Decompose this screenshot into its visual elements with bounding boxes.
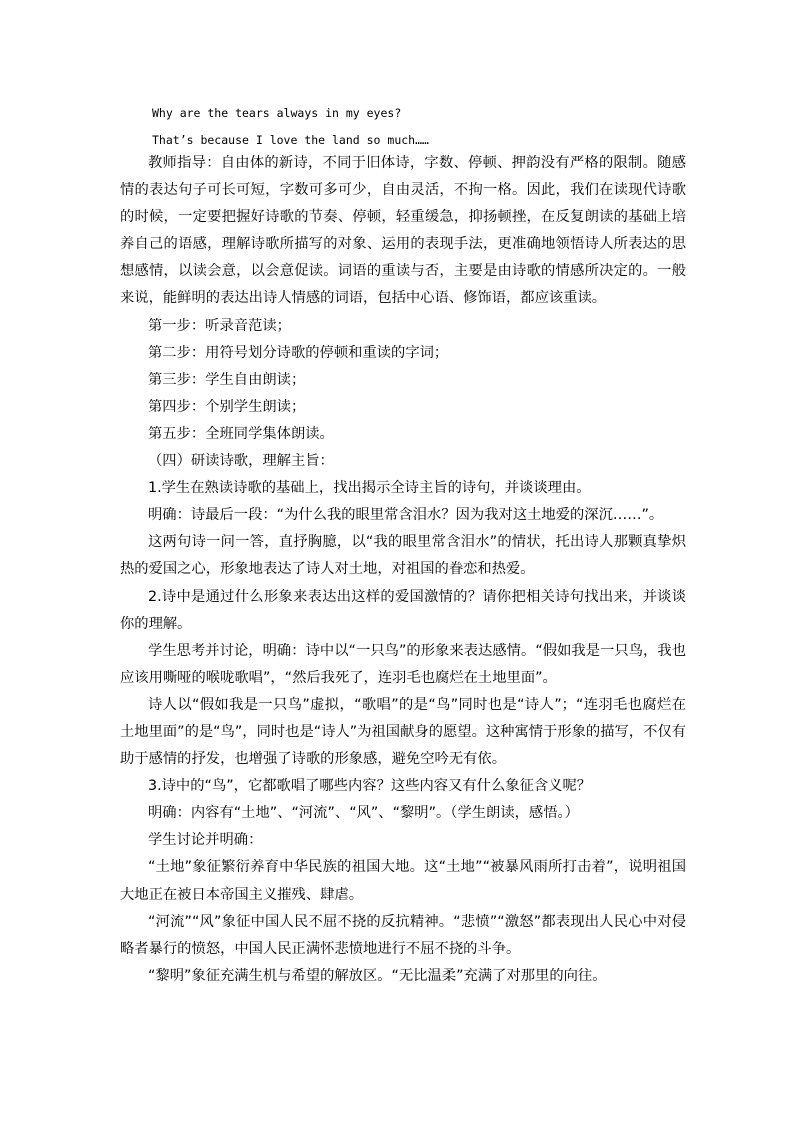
step-5: 第五步：全班同学集体朗读。	[148, 425, 334, 442]
step-1: 第一步：听录音范读；	[148, 317, 291, 334]
poem-line-english-2: That’s because I love the land so much……	[152, 133, 429, 147]
answer-2-explanation: 诗人以“假如我是一只鸟”虚拟，“歌唱”的是“鸟”同时也是“诗人”；“连羽毛也腐烂在土地里面”的是“鸟”，同时也是“诗人”为祖国献身的愿望。这种寓情于形象的描写，不仅有助于感情的抒发，也增强了诗歌的形象感，避免空吟无有依。	[120, 696, 687, 768]
symbol-river-wind: “河流”“风”象征中国人民不屈不挠的反抗精神。“悲愤”“激怒”都表现出人民心中对侵略者暴行的愤怒，中国人民正满怀悲愤地进行不屈不挠的斗争。	[120, 913, 686, 957]
question-1: 1.学生在熟读诗歌的基础上，找出揭示全诗主旨的诗句，并谈谈理由。	[148, 480, 591, 497]
step-4: 第四步：个别学生朗读；	[148, 398, 306, 415]
answer-1: 明确：诗最后一段：“为什么我的眼里常含泪水？因为我对这土地爱的深沉……”。	[148, 507, 664, 524]
symbol-land: “土地”象征繁衍养育中华民族的祖国大地。这“土地”“被暴风雨所打击着”，说明祖国大地正在被日本帝国主义摧残、肆虐。	[120, 859, 686, 903]
question-2: 2.诗中是通过什么形象来表达出这样的爱国激情的？请你把相关诗句找出来，并谈谈你的理解。	[120, 588, 686, 632]
answer-2: 学生思考并讨论，明确：诗中以“一只鸟”的形象来表达感情。“假如我是一只鸟，我也应该用嘶哑的喉咙歌唱”，“然后我死了，连羽毛也腐烂在土地里面”。	[120, 642, 686, 686]
symbol-dawn: “黎明”象征充满生机与希望的解放区。“无比温柔”充满了对那里的向往。	[148, 967, 607, 984]
step-2: 第二步：用符号划分诗歌的停顿和重读的字词；	[148, 344, 449, 361]
section-heading-4: （四）研读诗歌，理解主旨：	[148, 453, 334, 470]
answer-3: 明确：内容有“土地”、“河流”、“风”、“黎明”。（学生朗读，感悟。）	[148, 805, 579, 822]
discussion-intro: 学生讨论并明确：	[148, 832, 263, 849]
question-3: 3.诗中的“鸟”，它都歌唱了哪些内容？这些内容又有什么象征含义呢？	[148, 778, 592, 795]
teacher-guidance-paragraph: 教师指导：自由体的新诗，不同于旧体诗，字数、停顿、押韵没有严格的限制。随感情的表达句子可长可短，字数可多可少，自由灵活，不拘一格。因此，我们在读现代诗歌的时候，一定要把握好诗歌的节奏、停顿，轻重缓急，抑扬顿挫，在反复朗读的基础上培养自己的语感，理解诗歌所描写的对象、运用的表现手法，更准确地领悟诗人所表达的思想感情，以读会意，以会意促读。词语的重读与否，主要是由诗歌的情感所决定的。一般来说，能鲜明的表达出诗人情感的词语，包括中心语、修饰语，都应该重读。	[120, 155, 686, 307]
poem-line-english-1: Why are the tears always in my eyes?	[152, 106, 402, 120]
answer-1-explanation: 这两句诗一问一答，直抒胸臆，以“我的眼里常含泪水”的情状，托出诗人那颗真挚炽热的爱国之心，形象地表达了诗人对土地，对祖国的眷恋和热爱。	[120, 534, 686, 578]
document-body	[120, 150, 686, 990]
step-3: 第三步：学生自由朗读；	[148, 371, 306, 388]
